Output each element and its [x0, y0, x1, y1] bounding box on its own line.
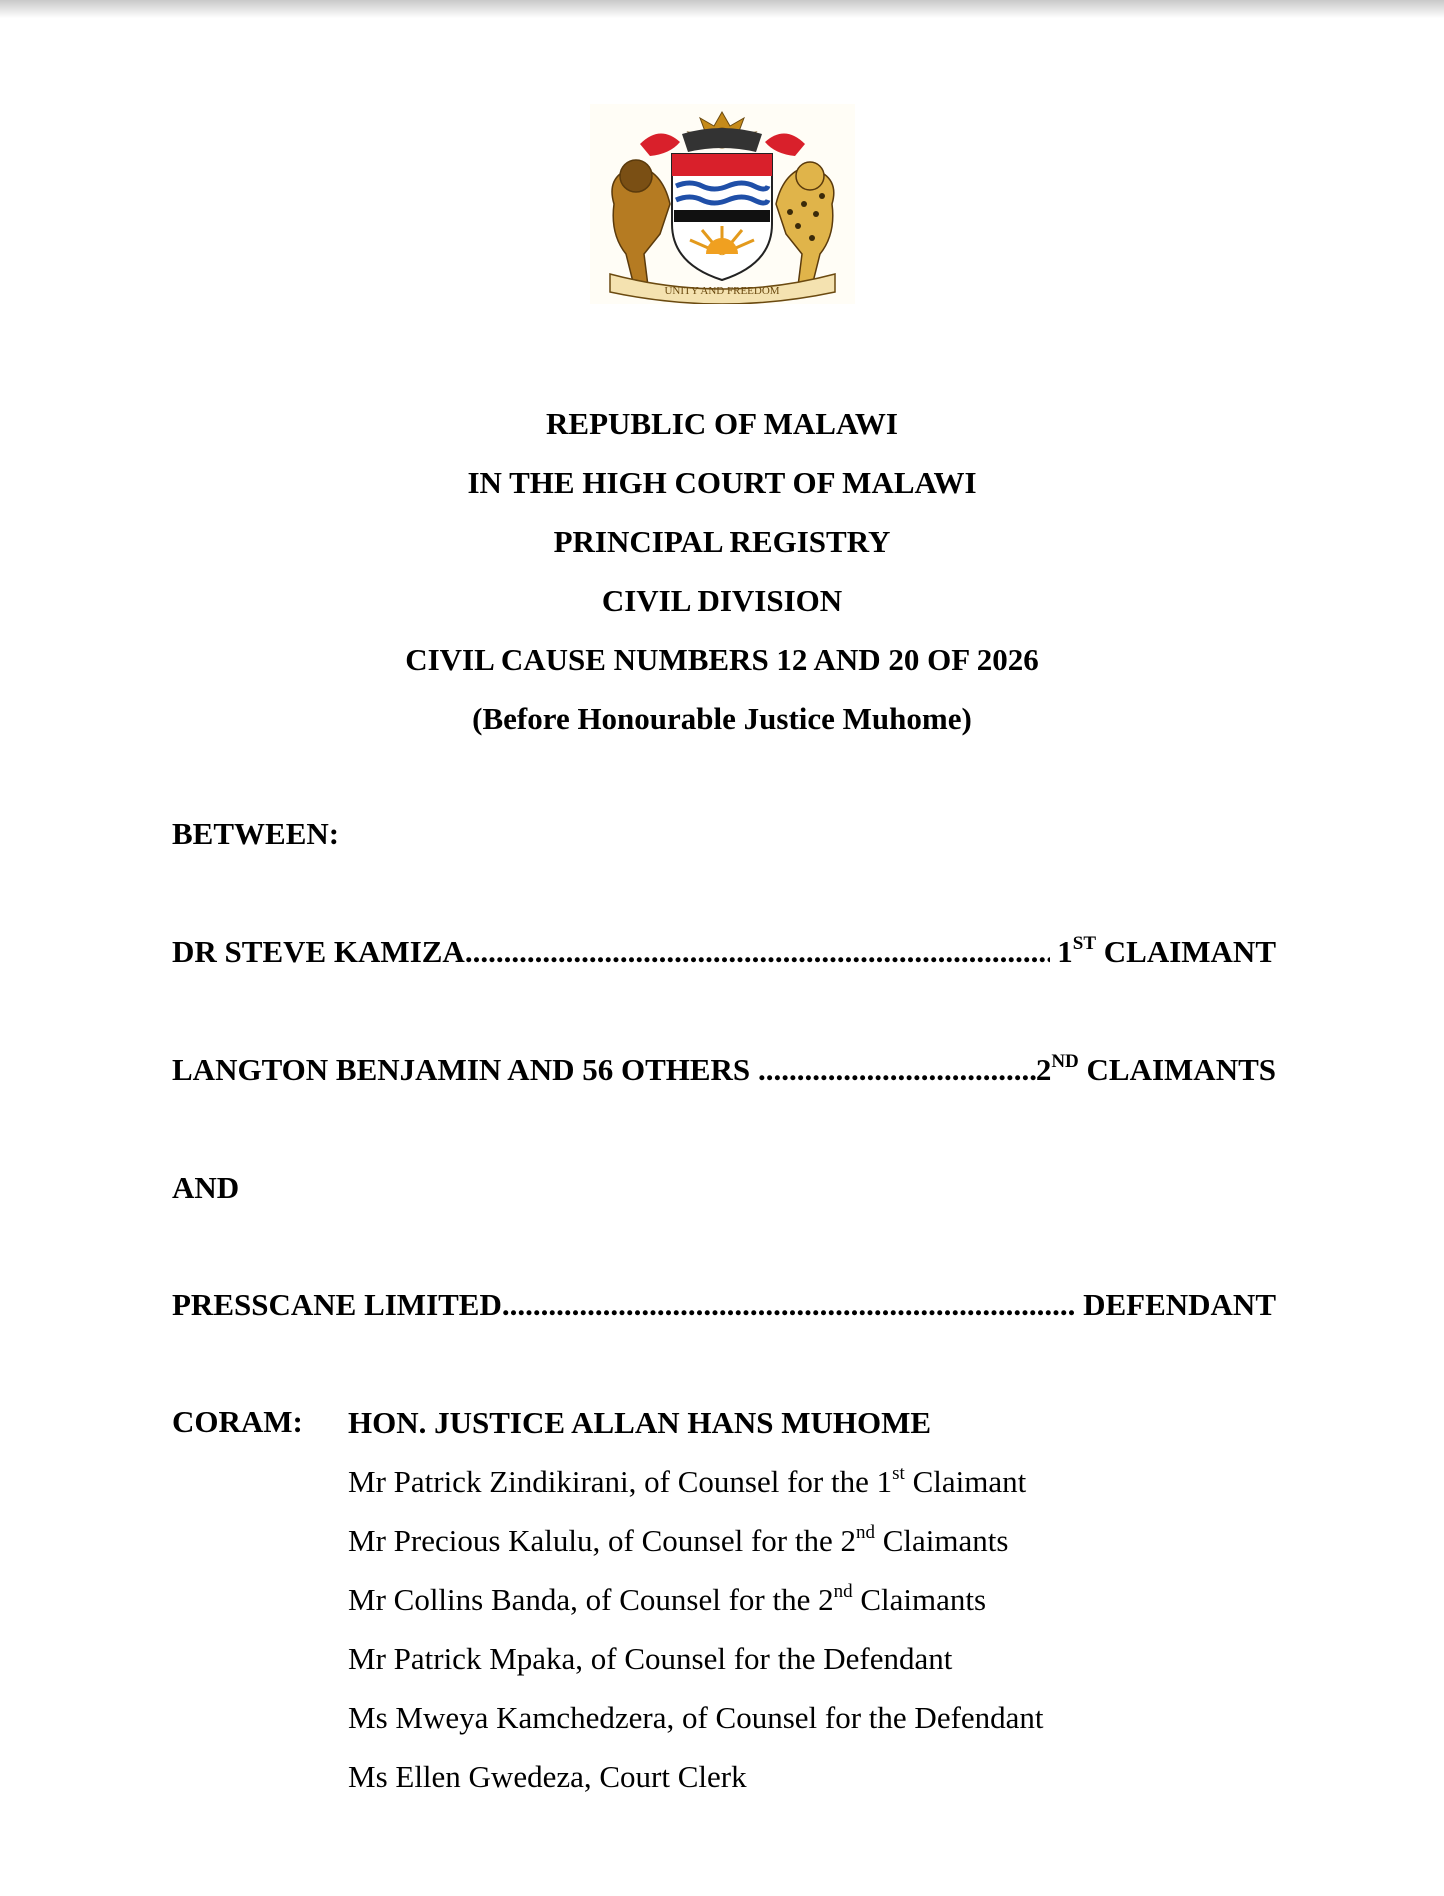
second-claimants-ordinal: 2 [1035, 1052, 1052, 1087]
header-division: CIVIL DIVISION [601, 583, 843, 618]
coram-counsel-line: Mr Precious Kalulu, of Counsel for the 2nd Claimants [348, 1522, 1009, 1558]
coram-judge: HON. JUSTICE ALLAN HANS MUHOME [348, 1405, 932, 1440]
header-cause-number: CIVIL CAUSE NUMBERS 12 AND 20 OF 2026 [405, 642, 1039, 677]
coram-counsel-line: Ms Mweya Kamchedzera, of Counsel for the Defendant [348, 1700, 1044, 1735]
motto-text: UNITY AND FREEDOM [664, 285, 780, 297]
between-label: BETWEEN: [172, 816, 340, 851]
second-claimants-ordinal-suffix: ND [1051, 1051, 1079, 1072]
header-registry: PRINCIPAL REGISTRY [553, 524, 891, 559]
leader-dots [502, 1287, 1075, 1323]
header-court: IN THE HIGH COURT OF MALAWI [467, 465, 977, 500]
coram-counsel-line: Mr Patrick Zindikirani, of Counsel for the 1st Claimant [348, 1463, 1027, 1499]
and-label: AND [172, 1170, 240, 1205]
coram-label: CORAM: [172, 1404, 303, 1439]
coram-counsel-line: Mr Patrick Mpaka, of Counsel for the Defendant [348, 1641, 953, 1676]
first-claimant-name: DR STEVE KAMIZA [172, 934, 465, 969]
first-claimant-ordinal-suffix: ST [1072, 933, 1097, 954]
defendant-role: DEFENDANT [1083, 1287, 1276, 1322]
second-claimants-role: CLAIMANTS [1086, 1052, 1276, 1087]
leader-dots [758, 1052, 1036, 1088]
first-claimant-ordinal: 1 [1057, 934, 1073, 969]
coram-list [348, 1404, 1044, 1817]
header-before: (Before Honourable Justice Muhome) [472, 701, 972, 736]
party-defendant [172, 1287, 1276, 1323]
party-second-claimants [172, 1052, 1276, 1088]
first-claimant-role: CLAIMANT [1103, 934, 1276, 969]
defendant-name: PRESSCANE LIMITED [172, 1287, 502, 1322]
leader-dots [465, 934, 1050, 970]
second-claimants-name: LANGTON BENJAMIN AND 56 OTHERS [172, 1052, 751, 1087]
coram-counsel-line: Mr Collins Banda, of Counsel for the 2nd Claimants [348, 1581, 987, 1617]
coram-clerk-line: Ms Ellen Gwedeza, Court Clerk [348, 1759, 747, 1794]
coat-of-arms-image [590, 104, 855, 304]
header-republic: REPUBLIC OF MALAWI [546, 406, 898, 441]
party-first-claimant [172, 934, 1276, 970]
